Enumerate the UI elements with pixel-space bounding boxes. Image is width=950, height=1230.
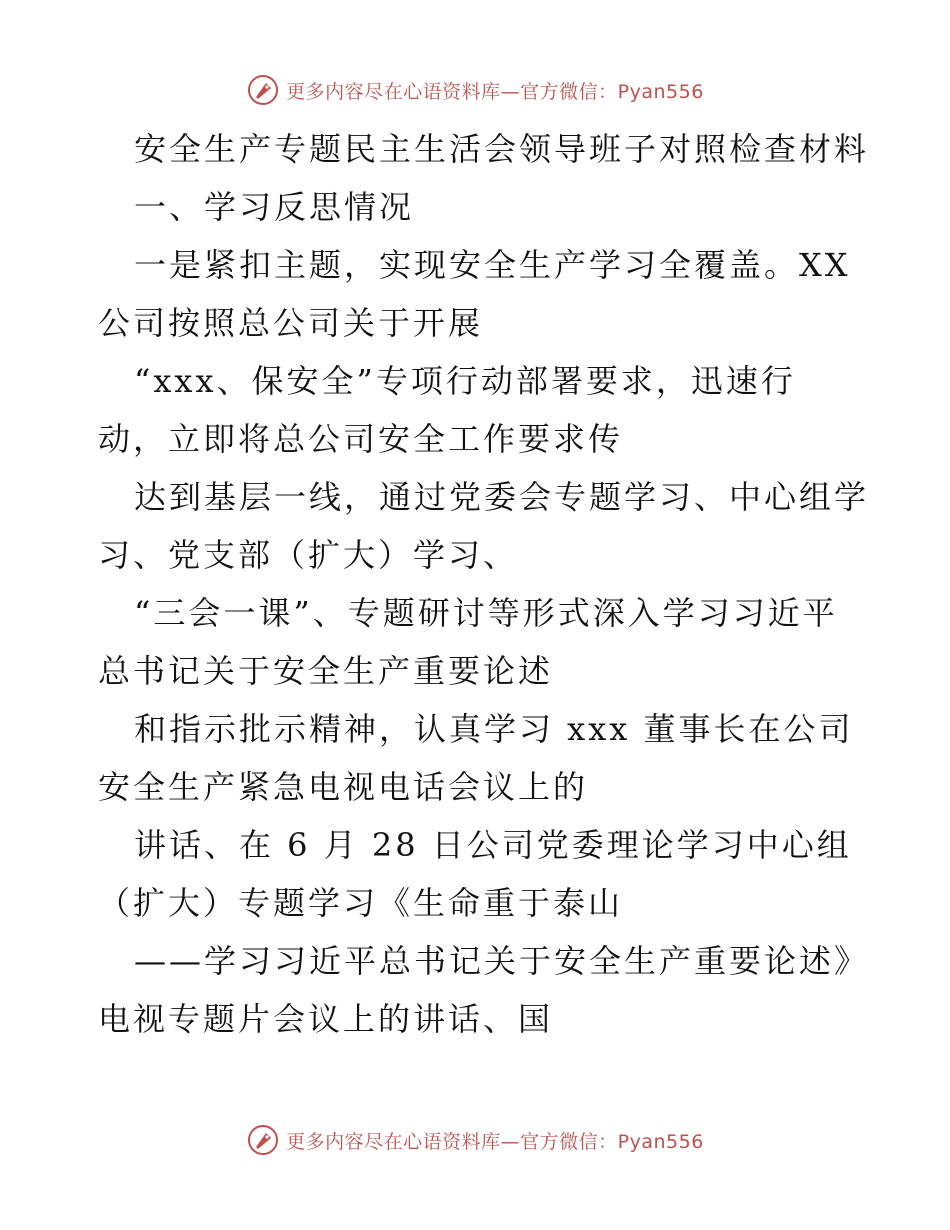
watermark-text: 更多内容尽在心语资料库—官方微信：Pyan556	[286, 1130, 704, 1153]
text-line: 一是紧扣主题，实现安全生产学习全覆盖。XX	[134, 246, 851, 284]
text-line: 安全生产紧急电视电话会议上的	[98, 768, 589, 806]
text-line: 达到基层一线，通过党委会专题学习、中心组学	[134, 478, 870, 516]
pen-nib-logo-icon	[246, 73, 280, 107]
text-line: 讲话、在 6 月 28 日公司党委理论学习中心组	[134, 826, 852, 864]
text-line: （扩大）专题学习《生命重于泰山	[98, 884, 624, 922]
text-line: 总书记关于安全生产重要论述	[98, 652, 554, 690]
watermark-text: 更多内容尽在心语资料库—官方微信：Pyan556	[286, 80, 704, 103]
footer-watermark	[0, 1120, 950, 1160]
pen-nib-logo-icon	[246, 1123, 280, 1157]
text-line: 动，立即将总公司安全工作要求传	[98, 420, 624, 458]
text-line: 习、党支部（扩大）学习、	[98, 536, 519, 574]
document-title: 安全生产专题民主生活会领导班子对照检查材料	[134, 130, 870, 168]
document-body	[98, 120, 870, 1048]
text-line: “xxx、保安全”专项行动部署要求，迅速行	[134, 362, 796, 400]
text-line: 一、学习反思情况	[134, 188, 415, 226]
text-line: ——学习习近平总书记关于安全生产重要论述》	[134, 942, 870, 980]
text-line: 电视专题片会议上的讲话、国	[98, 1000, 554, 1038]
text-line: 公司按照总公司关于开展	[98, 304, 484, 342]
text-line: “三会一课”、专题研讨等形式深入学习习近平	[134, 594, 838, 632]
header-watermark	[0, 70, 950, 110]
text-line: 和指示批示精神，认真学习 xxx 董事长在公司	[134, 710, 854, 748]
